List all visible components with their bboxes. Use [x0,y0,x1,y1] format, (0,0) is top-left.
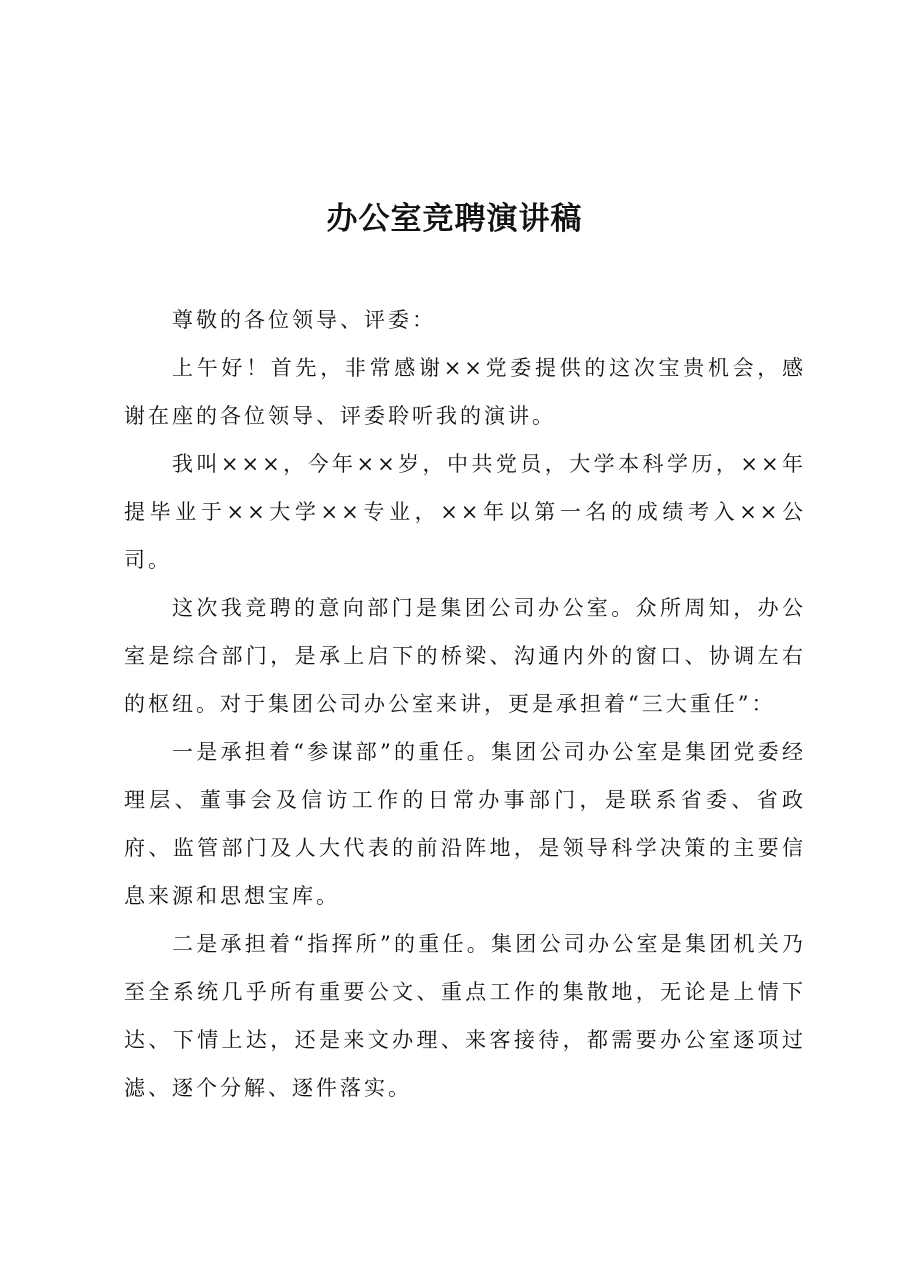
paragraph-responsibility-one: 一是承担着“参谋部”的重任。集团公司办公室是集团党委经理层、董事会及信访工作的日常办事部门，是联系省委、省政府、监管部门及人大代表的前沿阵地，是领导科学决策的主要信息来源和思想宝库。 [124,740,806,908]
paragraph-responsibility-two: 二是承担着“指挥所”的重任。集团公司办公室是集团机关乃至全系统几乎所有重要公文、重点工作的集散地，无论是上情下达、下情上达，还是来文办理、来客接待，都需要办公室逐项过滤、逐个分解、逐件落实。 [124,932,806,1100]
document-body [124,296,806,1112]
paragraph-salutation: 尊敬的各位领导、评委： [172,308,436,332]
document-title: 办公室竞聘演讲稿 [326,201,583,237]
paragraph-self-introduction: 我叫×××，今年××岁，中共党员，大学本科学历，××年提毕业于××大学××专业，××年以第一名的成绩考入××公司。 [124,452,806,572]
paragraph-target-department: 这次我竞聘的意向部门是集团公司办公室。众所周知，办公室是综合部门，是承上启下的桥梁、沟通内外的窗口、协调左右的枢纽。对于集团公司办公室来讲，更是承担着“三大重任”： [124,596,806,716]
paragraph-greeting: 上午好！首先，非常感谢××党委提供的这次宝贵机会，感谢在座的各位领导、评委聆听我的演讲。 [124,356,806,428]
